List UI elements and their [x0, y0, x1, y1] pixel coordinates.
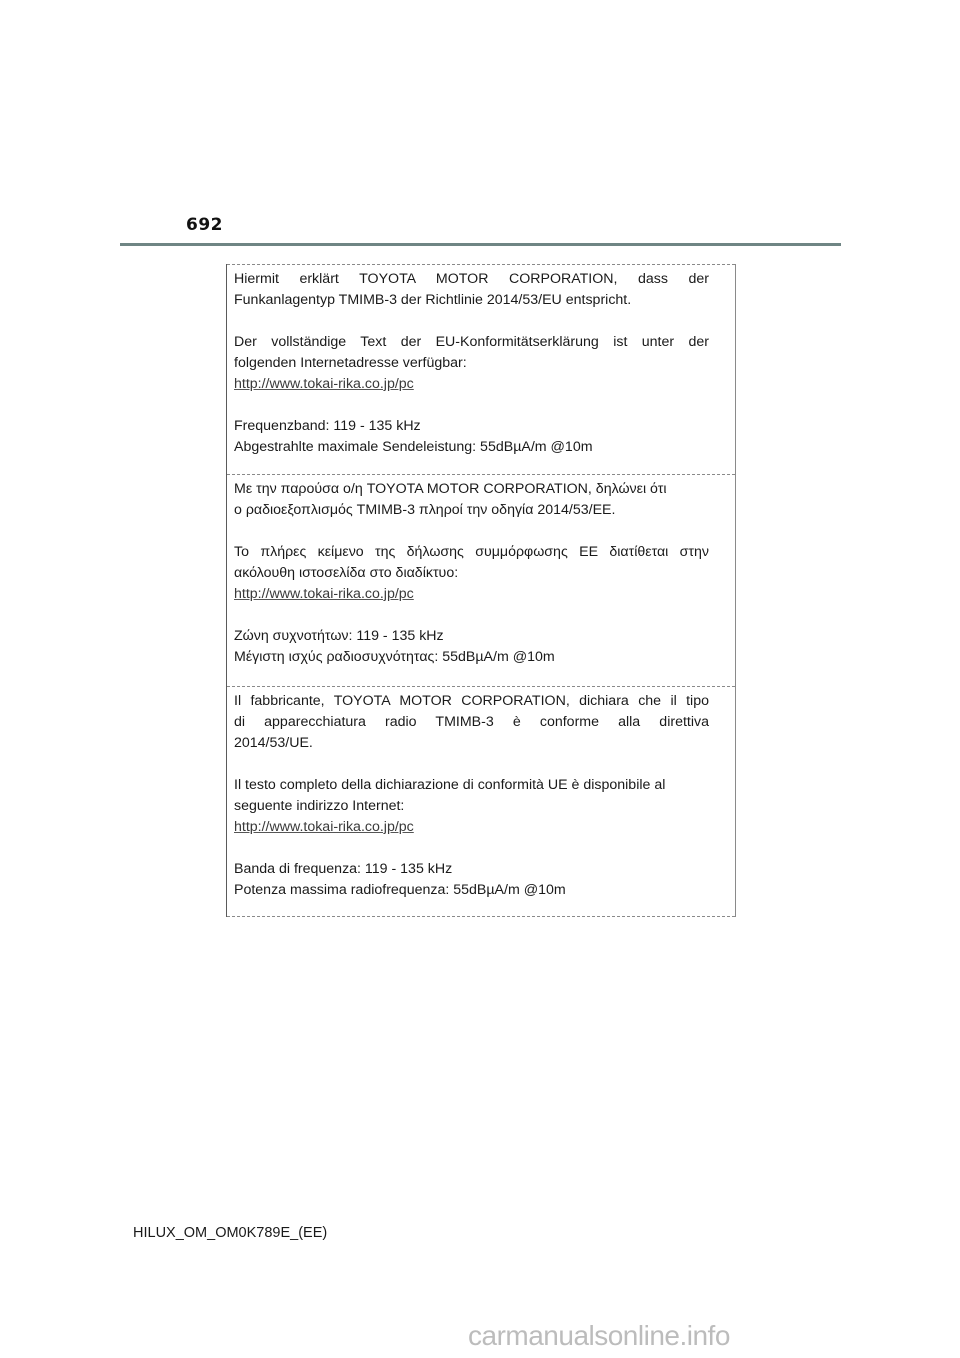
statement-line-1: Il fabbricante, TOYOTA MOTOR CORPORATION, dichiara che il tipo — [234, 693, 709, 709]
max-power: Μέγιστη ισχύς ραδιοσυχνότητας: 55dBµA/m @10m — [234, 649, 555, 665]
availability-line-1: Το πλήρες κείμενο της δήλωσης συμμόρφωσης ΕΕ διατίθεται στην — [234, 544, 709, 560]
declarations-table — [226, 264, 736, 917]
header-divider — [120, 243, 841, 246]
watermark: carmanualsonline.info — [468, 1320, 730, 1351]
declaration-section-it — [227, 686, 735, 917]
availability-line-1: Il testo completo della dichiarazione di conformità UE è disponibile al — [234, 777, 666, 793]
max-power: Abgestrahlte maximale Sendeleistung: 55dBµA/m @10m — [234, 439, 593, 455]
statement-line-1: Με την παρούσα ο/η TOYOTA MOTOR CORPORATION, δηλώνει ότι — [234, 481, 667, 497]
declaration-url-link[interactable]: http://www.tokai-rika.co.jp/pc — [234, 586, 414, 602]
availability-line-2: seguente indirizzo Internet: — [234, 798, 405, 814]
frequency-band: Ζώνη συχνοτήτων: 119 - 135 kHz — [234, 628, 444, 644]
frequency-band: Frequenzband: 119 - 135 kHz — [234, 418, 421, 434]
statement-line-1: Hiermit erklärt TOYOTA MOTOR CORPORATION, dass der — [234, 271, 709, 287]
declaration-url-link[interactable]: http://www.tokai-rika.co.jp/pc — [234, 376, 414, 392]
page-number: 692 — [186, 215, 223, 235]
statement-line-2: ο ραδιοεξοπλισμός TMIMB-3 πληροί την οδηγία 2014/53/ΕΕ. — [234, 502, 616, 518]
statement-line-2: di apparecchiatura radio TMIMB-3 è conforme alla direttiva — [234, 714, 709, 730]
statement-line-2: Funkanlagentyp TMIMB-3 der Richtlinie 2014/53/EU entspricht. — [234, 292, 632, 308]
availability-line-2: ακόλουθη ιστοσελίδα στο διαδίκτυο: — [234, 565, 459, 581]
declaration-url-link[interactable]: http://www.tokai-rika.co.jp/pc — [234, 819, 414, 835]
availability-line-2: folgenden Internetadresse verfügbar: — [234, 355, 467, 371]
frequency-band: Banda di frequenza: 119 - 135 kHz — [234, 861, 453, 877]
max-power: Potenza massima radiofrequenza: 55dBµA/m @10m — [234, 882, 566, 898]
document-id: HILUX_OM_OM0K789E_(EE) — [133, 1225, 328, 1241]
declaration-section-el — [227, 474, 735, 686]
declaration-section-de — [227, 264, 735, 474]
statement-line-3: 2014/53/UE. — [234, 735, 313, 751]
availability-line-1: Der vollständige Text der EU-Konformitätserklärung ist unter der — [234, 334, 709, 350]
